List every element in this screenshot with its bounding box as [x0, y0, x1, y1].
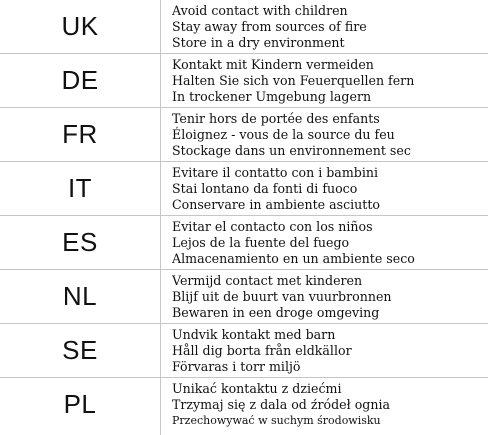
warning-line: Kontakt mit Kindern vermeiden — [172, 57, 374, 72]
table-row-it — [0, 162, 488, 216]
country-code: FR — [62, 119, 98, 149]
column-divider — [160, 54, 161, 107]
warning-line: Stockage dans un environnement sec — [172, 143, 411, 158]
warning-lines — [172, 219, 484, 267]
country-code: NL — [62, 281, 98, 311]
column-divider — [160, 0, 161, 53]
table-row-pl — [0, 378, 488, 435]
table-row-fr — [0, 108, 488, 162]
warning-line: Stai lontano da fonti di fuoco — [172, 181, 358, 196]
column-divider — [160, 324, 161, 377]
warning-line: Unikać kontaktu z dziećmi — [172, 381, 342, 396]
table-row-de — [0, 54, 488, 108]
warning-line: Bewaren in een droge omgeving — [172, 305, 380, 320]
warning-lines — [172, 57, 484, 105]
warning-lines — [172, 3, 484, 51]
country-code: IT — [67, 173, 93, 203]
warning-line: Przechowywać w suchym środowisku — [172, 414, 381, 427]
warning-line: Undvik kontakt med barn — [172, 327, 336, 342]
warning-line: Håll dig borta från eldkällor — [172, 343, 352, 358]
warning-line: Tenir hors de portée des enfants — [172, 111, 380, 126]
column-divider — [160, 162, 161, 215]
warning-lines — [172, 111, 484, 159]
country-code: UK — [61, 11, 99, 41]
country-code: DE — [61, 65, 99, 95]
warning-line: Evitare il contatto con i bambini — [172, 165, 378, 180]
warning-line: Almacenamiento en un ambiente seco — [172, 251, 415, 266]
warning-line: Trzymaj się z dala od źródeł ognia — [172, 397, 390, 412]
warning-line: Vermijd contact met kinderen — [172, 273, 363, 288]
table-row-es — [0, 216, 488, 270]
warning-line: Evitar el contacto con los niños — [172, 219, 373, 234]
country-code: ES — [62, 227, 98, 257]
column-divider — [160, 216, 161, 269]
warning-lines — [172, 327, 484, 375]
warning-line: Lejos de la fuente del fuego — [172, 235, 350, 250]
warning-line: Förvaras i torr miljö — [172, 359, 301, 374]
warning-line: Blijf uit de buurt van vuurbronnen — [172, 289, 392, 304]
column-divider — [160, 378, 161, 435]
warning-lines — [172, 165, 484, 213]
warning-line: In trockener Umgebung lagern — [172, 89, 372, 104]
column-divider — [160, 270, 161, 323]
warning-line: Store in a dry environment — [172, 35, 345, 50]
warning-line: Éloignez - vous de la source du feu — [172, 127, 395, 142]
warning-line: Stay away from sources of fire — [172, 19, 367, 34]
warning-line: Avoid contact with children — [172, 3, 348, 18]
table-row-uk — [0, 0, 488, 54]
warning-lines — [172, 381, 484, 429]
warning-lines — [172, 273, 484, 321]
country-code: PL — [63, 389, 97, 419]
warning-line: Halten Sie sich von Feuerquellen fern — [172, 73, 415, 88]
table-row-nl — [0, 270, 488, 324]
warning-line: Conservare in ambiente asciutto — [172, 197, 380, 212]
table-row-se — [0, 324, 488, 378]
column-divider — [160, 108, 161, 161]
country-code: SE — [62, 335, 98, 365]
